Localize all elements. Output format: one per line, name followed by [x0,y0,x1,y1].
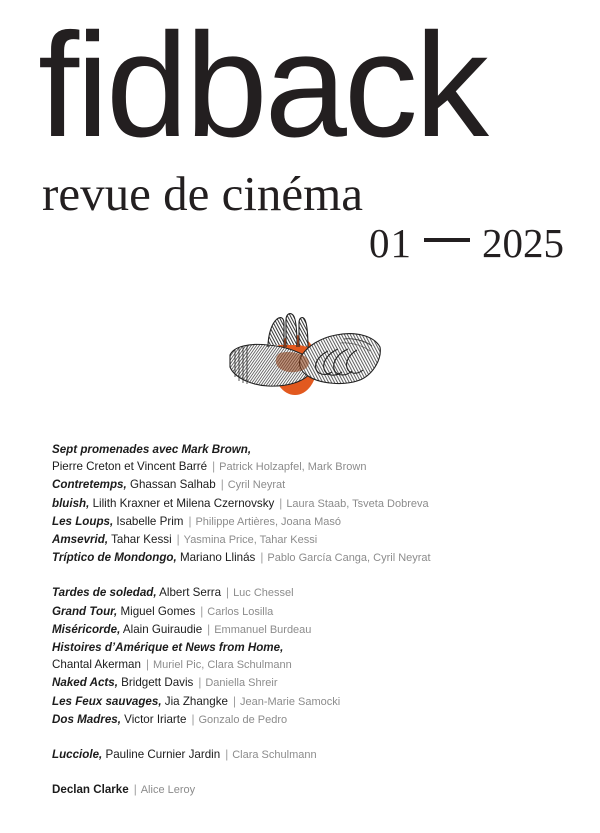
toc-entry[interactable] [52,531,572,549]
toc-entry-separator: | [188,514,192,528]
toc-entry-title: Tardes de soledad, [52,586,157,600]
toc-entry-separator: | [279,496,283,510]
toc-entry[interactable] [52,693,572,711]
toc-entry-contributors: Jean-Marie Samocki [239,695,341,708]
toc-entry-separator: | [226,586,230,600]
toc-entry[interactable] [52,639,572,674]
toc-entry-line2 [52,458,572,476]
toc-entry-title: Grand Tour, [52,604,118,618]
toc-entry-contributors: Philippe Artières, Joana Masó [195,515,341,528]
toc-entry-separator: | [145,658,149,672]
issue-line [369,221,564,265]
toc-group [52,441,572,567]
toc-entry-title: Miséricorde, [52,622,121,636]
toc-entry-separator: | [220,478,224,492]
toc-entry[interactable] [52,603,572,621]
toc-entry-title: Contretemps, [52,478,127,492]
journal-wordmark: fidback [38,3,486,168]
em-dash-rule-icon [424,238,470,242]
toc-entry-director: Isabelle Prim [113,514,184,528]
toc-group [52,584,572,729]
toc-entry-director: Chantal Akerman [52,658,141,672]
toc-entry-title: Amsevrid, [52,533,109,547]
toc-entry-contributors: Carlos Losilla [207,605,274,618]
toc-entry-contributors: Alice Leroy [140,784,196,797]
toc-entry-separator: | [176,533,180,547]
toc-entry-director: Albert Serra [156,586,222,600]
toc-entry[interactable] [52,584,572,602]
toc-entry-contributors: Patrick Holzapfel, Mark Brown [219,461,367,474]
toc-entry-director: Tahar Kessi [108,533,172,547]
toc-entry-contributors: Cyril Neyrat [227,479,286,492]
toc-entry[interactable] [52,513,572,531]
issue-year: 2025 [482,220,564,266]
toc-entry-separator: | [207,622,211,636]
toc-entry-separator: | [260,551,264,565]
toc-entry[interactable] [52,746,572,764]
toc-entry-director: Alain Guiraudie [120,622,203,636]
cover-illustration [224,303,384,403]
toc-entry[interactable] [52,476,572,494]
toc-entry-title: Lucciole, [52,748,103,762]
toc-entry-contributors: Luc Chessel [233,587,294,600]
toc-entry-director: Victor Iriarte [120,712,187,726]
toc-entry-separator: | [200,604,204,618]
toc-entry-separator: | [212,460,216,474]
toc-entry-director: Ghassan Salhab [126,478,216,492]
issue-number: 01 [369,220,412,266]
toc-entry[interactable] [52,495,572,513]
toc-entry-contributors: Daniella Shreir [205,677,278,690]
toc-entry-title: bluish, [52,496,90,510]
toc-entry-title: Naked Acts, [52,676,118,690]
toc-entry-director: Jia Zhangke [161,694,228,708]
toc-entry-director: Pauline Curnier Jardin [102,748,221,762]
toc-entry[interactable] [52,781,572,799]
toc-entry-title: Les Feux sauvages, [52,694,162,708]
table-of-contents [52,441,572,799]
toc-entry-separator: | [225,748,229,762]
toc-entry-line2 [52,656,572,674]
toc-entry-title: Histoires d’Amérique et News from Home, [52,641,284,655]
toc-entry-separator: | [232,694,236,708]
toc-entry-separator: | [191,712,195,726]
toc-entry-director: Mariano Llinás [176,551,256,565]
toc-entry[interactable] [52,549,572,567]
journal-subtitle: revue de cinéma [42,166,364,221]
toc-entry-director: Miguel Gomes [117,604,196,618]
toc-entry-contributors: Emmanuel Burdeau [214,623,312,636]
toc-entry[interactable] [52,441,572,476]
toc-entry-contributors: Gonzalo de Pedro [198,713,288,726]
toc-entry-contributors: Laura Staab, Tsveta Dobreva [286,497,429,510]
toc-entry[interactable] [52,621,572,639]
toc-entry-director: Bridgett Davis [117,676,194,690]
toc-entry-title: Sept promenades avec Mark Brown, [52,443,252,456]
toc-entry-title: Les Loups, [52,514,114,528]
toc-entry-separator: | [133,783,137,797]
toc-entry-title: Dos Madres, [52,712,121,726]
toc-entry-separator: | [198,676,202,690]
toc-entry-contributors: Yasmina Price, Tahar Kessi [183,534,318,547]
toc-entry-contributors: Pablo García Canga, Cyril Neyrat [267,552,431,565]
toc-entry-title: Declan Clarke [52,783,129,797]
toc-entry-contributors: Clara Schulmann [232,749,317,762]
toc-entry[interactable] [52,674,572,692]
two-hands-engraving-icon [224,303,384,403]
toc-group [52,746,572,764]
toc-entry-title: Tríptico de Mondongo, [52,551,177,565]
toc-entry-contributors: Muriel Pic, Clara Schulmann [152,659,292,672]
toc-entry[interactable] [52,711,572,729]
toc-entry-director: Lilith Kraxner et Milena Czernovsky [89,496,275,510]
toc-group [52,781,572,799]
toc-entry-director: Pierre Creton et Vincent Barré [52,460,208,474]
